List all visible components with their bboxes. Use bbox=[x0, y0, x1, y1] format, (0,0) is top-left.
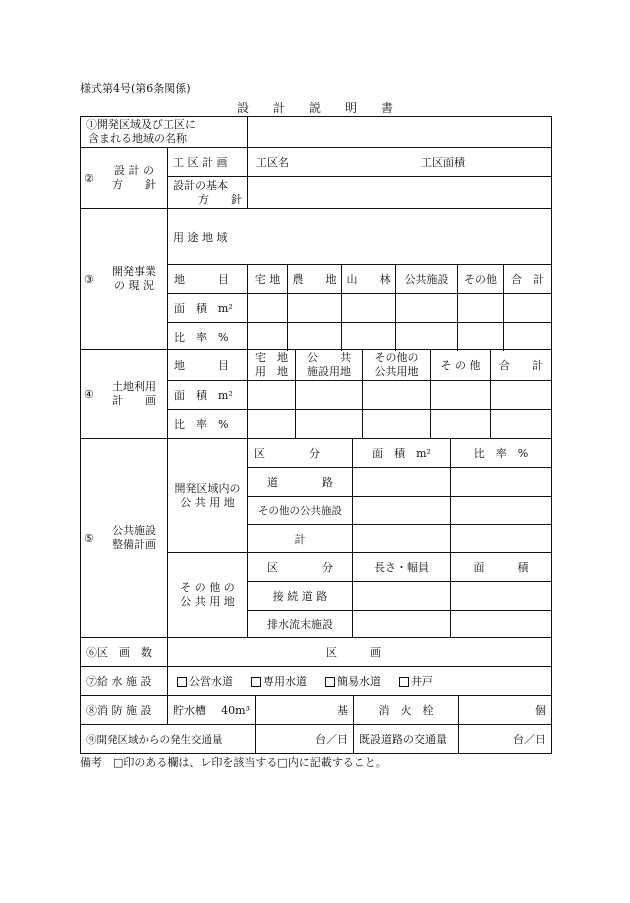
connection-road-row bbox=[248, 582, 551, 611]
section-4-ratio-label: 比 率 % bbox=[168, 410, 248, 438]
dev-area-public-land-label: 開発区域内の 公 共 用 地 bbox=[168, 439, 248, 552]
s3-ratio-cell[interactable] bbox=[342, 323, 396, 351]
section-1-label: ①開発区域及び工区に 含まれる地域の名称 bbox=[81, 117, 248, 147]
connection-road-area[interactable] bbox=[451, 582, 551, 610]
plan-residential-land: 宅 地 用 地 bbox=[248, 350, 296, 380]
s3-ratio-cell[interactable] bbox=[504, 323, 551, 351]
s4-area-cell[interactable] bbox=[491, 381, 551, 409]
section-5-label: ⑤ 公共施設 整備計画 bbox=[81, 439, 168, 637]
section-8-label: ⑧消 防 施 設 bbox=[81, 696, 168, 724]
drainage-facility-label: 排水流末施設 bbox=[248, 611, 353, 637]
other-public-head-area: 面 積 bbox=[473, 561, 529, 574]
other-public-land-block bbox=[168, 553, 551, 637]
section-3 bbox=[80, 209, 552, 350]
section-1-value[interactable] bbox=[248, 117, 551, 147]
drainage-facility-area[interactable] bbox=[451, 611, 551, 637]
use-zone-value[interactable] bbox=[248, 209, 551, 264]
remarks-note: 備考 □印のある欄は、レ印を該当する□内に記載すること。 bbox=[80, 756, 387, 769]
section-3-ratio-row bbox=[168, 323, 551, 351]
section-8-row bbox=[80, 696, 552, 725]
connection-road-label: 接 続 道 路 bbox=[248, 582, 353, 610]
section-4 bbox=[80, 350, 552, 439]
water-tank-count[interactable]: 基 bbox=[256, 696, 354, 724]
drainage-facility-length[interactable] bbox=[353, 611, 451, 637]
plan-public-facility-land: 公 共 施設用地 bbox=[296, 350, 363, 380]
section-2-row-1 bbox=[168, 148, 551, 177]
s3-area-cell[interactable] bbox=[396, 294, 458, 322]
category-farmland: 農 地 bbox=[288, 265, 342, 293]
s3-area-cell[interactable] bbox=[458, 294, 504, 322]
section-9-row bbox=[80, 725, 552, 754]
s3-ratio-cell[interactable] bbox=[396, 323, 458, 351]
section-7-row bbox=[80, 667, 552, 696]
section-2 bbox=[80, 148, 552, 209]
category-residential: 宅 地 bbox=[248, 265, 288, 293]
drainage-facility-row bbox=[248, 611, 551, 637]
s3-area-cell[interactable] bbox=[288, 294, 342, 322]
work-area-name-label: 工区名 bbox=[256, 156, 289, 169]
section-3-area-label: 面 積 m² bbox=[168, 294, 248, 322]
other-public-head-length: 長さ・幅員 bbox=[353, 553, 451, 581]
s4-area-cell[interactable] bbox=[296, 381, 363, 409]
design-explanation-form bbox=[80, 116, 552, 754]
plan-other-public-land: その他の 公共用地 bbox=[363, 350, 431, 380]
s3-area-cell[interactable] bbox=[248, 294, 288, 322]
section-3-label: ③ 開発事業 の 現 況 bbox=[81, 209, 168, 349]
design-basic-policy-label: 設計の基本 方 針 bbox=[168, 177, 248, 208]
dev-area-other-label: その他の公共施設 bbox=[248, 497, 353, 525]
dev-area-head-area: 面 積 m² bbox=[353, 439, 451, 467]
dev-area-total-label: 計 bbox=[248, 525, 353, 552]
existing-road-traffic-label: 既設道路の交通量 bbox=[354, 725, 459, 753]
dev-area-other-row bbox=[248, 497, 551, 526]
hydrant-count[interactable]: 個 bbox=[535, 704, 546, 717]
dev-area-head-category: 区 分 bbox=[248, 439, 353, 467]
section-6-row bbox=[80, 638, 552, 667]
s3-ratio-cell[interactable] bbox=[458, 323, 504, 351]
category-forest: 山 林 bbox=[342, 265, 396, 293]
hydrant-label: 消 火 栓 bbox=[354, 696, 459, 724]
section-3-area-row bbox=[168, 294, 551, 323]
dev-area-road-row bbox=[248, 468, 551, 497]
section-3-ratio-label: 比 率 % bbox=[168, 323, 248, 351]
work-area-plan-value[interactable] bbox=[248, 148, 551, 176]
connection-road-length[interactable] bbox=[353, 582, 451, 610]
section-6-label: ⑥区 画 数 bbox=[81, 638, 168, 666]
other-public-head-category: 区 分 bbox=[248, 553, 353, 581]
s3-area-cell[interactable] bbox=[504, 294, 551, 322]
existing-road-traffic-value[interactable]: 台／日 bbox=[513, 733, 546, 746]
s3-area-cell[interactable] bbox=[342, 294, 396, 322]
dev-area-total-ratio[interactable] bbox=[451, 525, 551, 552]
dev-area-road-ratio[interactable] bbox=[451, 468, 551, 496]
dev-area-road-label: 道 路 bbox=[248, 468, 353, 496]
water-supply-options bbox=[168, 667, 551, 695]
section-4-area-row bbox=[168, 381, 551, 410]
dev-area-other-ratio[interactable] bbox=[451, 497, 551, 525]
s4-area-cell[interactable] bbox=[248, 381, 296, 409]
dev-area-other-area[interactable] bbox=[353, 497, 451, 525]
category-other: その他 bbox=[458, 265, 504, 293]
section-4-label: ④ 土地利用 計 画 bbox=[81, 350, 168, 438]
plan-total: 合 計 bbox=[499, 359, 543, 372]
section-2-row-2 bbox=[168, 177, 551, 208]
s4-ratio-cell[interactable] bbox=[363, 410, 431, 438]
use-zone-row bbox=[168, 209, 551, 265]
s3-ratio-cell[interactable] bbox=[288, 323, 342, 351]
section-3-category-row bbox=[168, 265, 551, 294]
dev-area-total-area[interactable] bbox=[353, 525, 451, 552]
section-1-row bbox=[80, 116, 552, 148]
s4-ratio-cell[interactable] bbox=[296, 410, 363, 438]
other-public-land-label: そ の 他 の 公 共 用 地 bbox=[168, 553, 248, 637]
s3-ratio-cell[interactable] bbox=[248, 323, 288, 351]
section-4-area-label: 面 積 m² bbox=[168, 381, 248, 409]
dev-area-public-land-block bbox=[168, 439, 551, 553]
section-2-label: ② 設 計 の 方 針 bbox=[81, 148, 168, 208]
other-public-head-row bbox=[248, 553, 551, 582]
work-area-plan-label: 工 区 計 画 bbox=[168, 148, 248, 176]
public-water-checkbox[interactable]: 公営水道 bbox=[177, 673, 233, 689]
section-4-category-row bbox=[168, 350, 551, 381]
s4-ratio-cell[interactable] bbox=[491, 410, 551, 438]
category-total: 合 計 bbox=[511, 273, 544, 286]
s4-area-cell[interactable] bbox=[431, 381, 491, 409]
section-4-ratio-row bbox=[168, 410, 551, 438]
work-area-size-label: 工区面積 bbox=[421, 156, 465, 169]
dev-area-head-ratio: 比 率 % bbox=[473, 446, 529, 460]
section-4-category-label: 地 目 bbox=[168, 350, 248, 380]
s4-ratio-cell[interactable] bbox=[248, 410, 296, 438]
section-9-label: ⑨開発区域からの発生交通量 bbox=[81, 725, 256, 753]
dev-area-road-area[interactable] bbox=[353, 468, 451, 496]
simple-water-checkbox[interactable]: 簡易水道 bbox=[325, 673, 381, 689]
well-checkbox[interactable]: 井戸 bbox=[399, 673, 433, 689]
category-public-facility: 公共施設 bbox=[396, 265, 458, 293]
generated-traffic-value[interactable]: 台／日 bbox=[256, 725, 354, 753]
use-zone-label: 用 途 地 域 bbox=[173, 230, 228, 244]
section-5 bbox=[80, 439, 552, 638]
plan-other: そ の 他 bbox=[431, 350, 491, 380]
water-tank-label: 貯水槽 40m³ bbox=[168, 696, 256, 724]
s4-area-cell[interactable] bbox=[363, 381, 431, 409]
design-basic-policy-value[interactable] bbox=[248, 177, 551, 208]
lot-count-value[interactable]: 区 画 bbox=[326, 646, 381, 659]
dev-area-head-row bbox=[248, 439, 551, 468]
section-3-category-label: 地 目 bbox=[168, 265, 248, 293]
s4-ratio-cell[interactable] bbox=[431, 410, 491, 438]
section-7-label: ⑦給 水 施 設 bbox=[81, 667, 168, 695]
form-number-label: 様式第4号(第6条関係) bbox=[80, 82, 191, 95]
document-title: 設 計 説 明 書 bbox=[236, 101, 393, 115]
dev-area-total-row bbox=[248, 525, 551, 552]
private-water-checkbox[interactable]: 専用水道 bbox=[251, 673, 307, 689]
